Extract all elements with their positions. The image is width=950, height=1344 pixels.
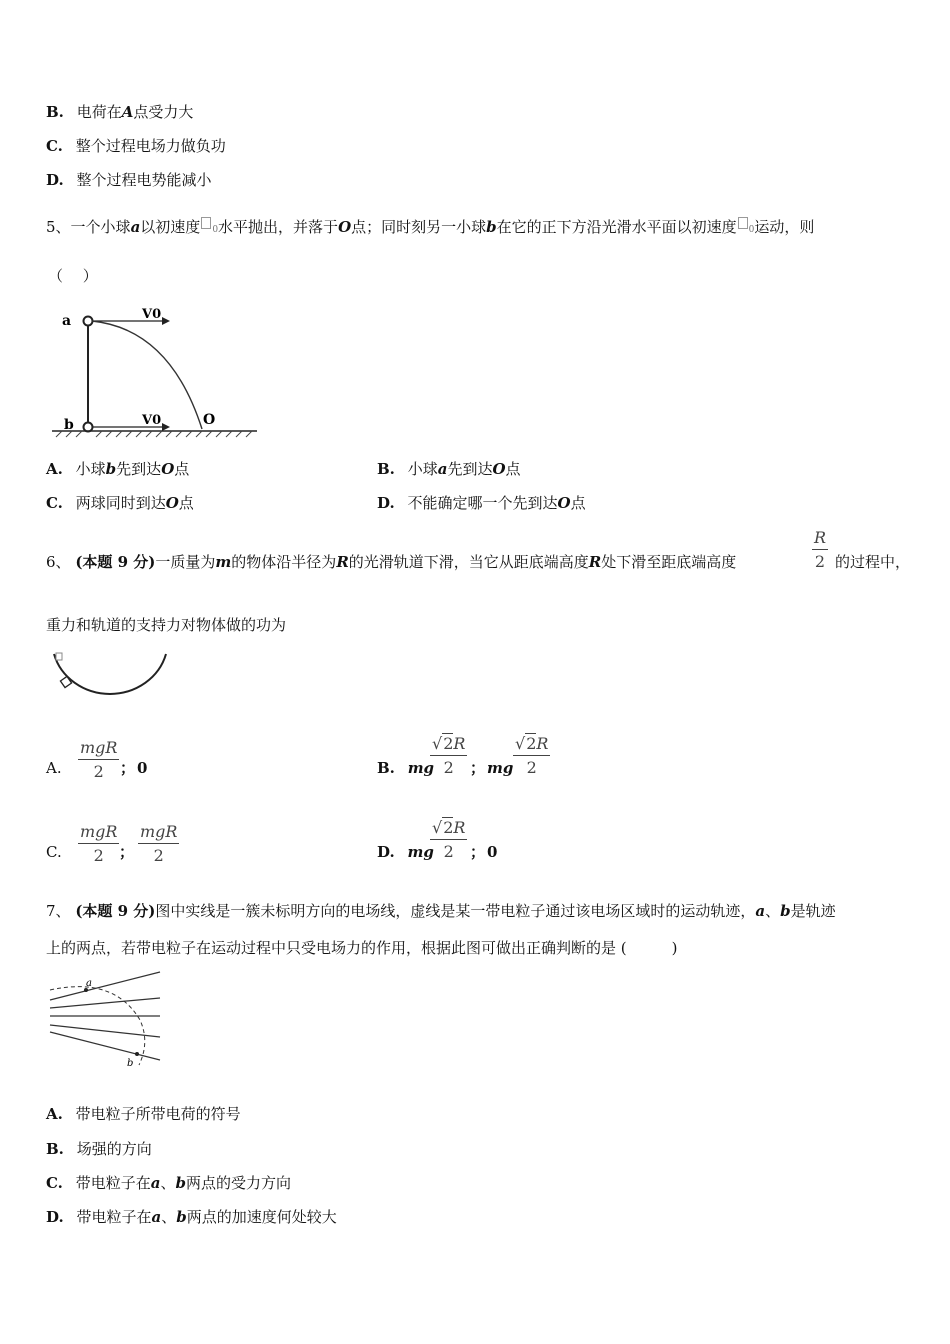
q7-option-d xyxy=(46,1207,337,1227)
q6-option-c-letter: C. xyxy=(46,843,62,861)
q5-option-c xyxy=(46,493,194,513)
projectile-figure xyxy=(52,305,262,440)
fraction-numerator: R xyxy=(812,528,828,550)
q4-option-d xyxy=(46,170,212,190)
fraction-numerator-text: R xyxy=(536,734,549,753)
variable: mg xyxy=(487,759,514,777)
option-letter: B. xyxy=(46,1140,64,1158)
stem-text: 运动，则 xyxy=(754,218,815,236)
q6-option-b xyxy=(377,758,434,778)
stem-text: 在它的正下方沿光滑水平面以初速度 xyxy=(496,218,737,236)
variable: O xyxy=(492,460,506,478)
option-text: 整个过程电势能减小 xyxy=(76,171,212,189)
option-letter: B. xyxy=(377,460,395,478)
q6-option-b-sep xyxy=(470,758,513,778)
option-letter: C. xyxy=(46,1174,63,1192)
fraction-r-over-2 xyxy=(812,528,828,571)
q5-stem xyxy=(46,217,814,240)
q6-b-fraction-2: $\frac{√2R}{2}$ xyxy=(515,734,549,777)
option-text: 带电粒子在 xyxy=(76,1208,152,1226)
sqrt-icon: √ xyxy=(432,734,443,753)
separator: ； xyxy=(120,759,136,777)
q6-option-a-letter: A. xyxy=(46,759,62,777)
fraction-numerator: mgR xyxy=(138,822,179,844)
stem-text: 处下滑至距底端高度 xyxy=(601,553,737,571)
option-text: 带电粒子在 xyxy=(75,1174,151,1192)
value: 0 xyxy=(487,843,498,861)
fraction-denominator: 2 xyxy=(526,758,537,777)
q4-option-b xyxy=(46,102,193,122)
q7-stem-line2: 上的两点，若带电粒子在运动过程中只受电场力的作用，根据此图可做出正确判断的是 ( ) xyxy=(46,939,678,957)
option-text: 两点的加速度何处较大 xyxy=(186,1208,337,1226)
option-letter: A. xyxy=(46,460,63,478)
question-number: 6、 xyxy=(46,553,71,571)
q5-answer-paren: （ ） xyxy=(48,267,98,285)
fraction-denominator: 2 xyxy=(153,846,164,865)
separator: 、 xyxy=(765,902,781,920)
variable: a xyxy=(437,460,448,478)
separator: 、 xyxy=(160,1174,176,1192)
q6-option-d-second xyxy=(470,842,497,862)
stem-text: 的物体沿半径为 xyxy=(231,553,337,571)
option-text: 场强的方向 xyxy=(76,1140,152,1158)
label-b: b xyxy=(64,417,74,433)
option-letter: C. xyxy=(46,137,63,155)
variable: b xyxy=(176,1208,187,1226)
q5-option-a xyxy=(46,459,189,479)
variable: a xyxy=(755,902,766,920)
option-letter: D. xyxy=(46,171,64,189)
q7-option-a xyxy=(46,1104,241,1124)
semicircle-track-figure xyxy=(50,650,175,715)
option-text: 小球 xyxy=(75,460,106,478)
stem-text: 水平抛出，并落于 xyxy=(218,218,339,236)
variable: O xyxy=(338,218,352,236)
stem-text: 一质量为 xyxy=(155,553,216,571)
sqrt-icon: √ xyxy=(432,818,443,837)
variable: b xyxy=(105,460,117,478)
stem-text: 点；同时刻另一小球 xyxy=(351,218,487,236)
q5-option-b xyxy=(377,459,521,479)
option-text: 两球同时到达 xyxy=(75,494,166,512)
separator: 、 xyxy=(161,1208,177,1226)
label-o: O xyxy=(203,412,216,428)
variable: O xyxy=(161,460,175,478)
q6-c-fraction-2 xyxy=(138,822,179,865)
score-tag: (本题 9 分) xyxy=(75,553,156,571)
stem-text: 的光滑轨道下滑，当它从距底端高度 xyxy=(348,553,589,571)
sqrt-icon: √ xyxy=(515,734,526,753)
variable: R xyxy=(336,553,349,571)
option-text: 点 xyxy=(174,460,190,478)
separator: ； xyxy=(119,843,135,861)
q6-c-fraction-1 xyxy=(78,822,119,865)
option-letter: B. xyxy=(377,759,395,777)
fraction-denominator: 2 xyxy=(814,552,826,571)
option-text: 不能确定哪一个先到达 xyxy=(407,494,558,512)
stem-text: 是轨迹 xyxy=(790,902,836,920)
q7-stem xyxy=(46,901,836,921)
q7-option-c xyxy=(46,1173,291,1193)
stem-text: 以初速度 xyxy=(140,218,201,236)
variable: R xyxy=(588,553,602,571)
fraction-denominator: 2 xyxy=(93,846,104,865)
label-a: a xyxy=(62,313,72,329)
option-letter: A. xyxy=(46,1105,63,1123)
option-text: 点 xyxy=(178,494,194,512)
separator: ； xyxy=(470,759,486,777)
option-letter: D. xyxy=(377,494,395,512)
q6-stem xyxy=(46,552,736,572)
q6-option-a-second xyxy=(120,758,147,778)
fraction-numerator-text: R xyxy=(453,734,466,753)
subscript-zero-icon: 0 xyxy=(748,225,755,235)
option-text: 两点的受力方向 xyxy=(185,1174,291,1192)
option-text: 电荷在 xyxy=(76,103,122,121)
variable: O xyxy=(557,494,571,512)
q7-option-b xyxy=(46,1139,152,1159)
option-text: 点 xyxy=(505,460,521,478)
missing-glyph-icon xyxy=(201,217,211,229)
label-a: a xyxy=(86,978,92,989)
option-text: 点 xyxy=(570,494,586,512)
stem-text: 图中实线是一簇未标明方向的电场线，虚线是某一带电粒子通过该电场区域时的运动轨迹， xyxy=(155,902,756,920)
q6-stem-line2: 重力和轨道的支持力对物体做的功为 xyxy=(46,616,287,634)
label-b: b xyxy=(127,1058,134,1069)
value: 0 xyxy=(137,759,148,777)
option-text: 整个过程电场力做负功 xyxy=(75,137,226,155)
question-number: 7、 xyxy=(46,902,71,920)
option-text: 小球 xyxy=(407,460,438,478)
q4-option-c xyxy=(46,136,226,156)
variable: b xyxy=(780,902,791,920)
variable: mg xyxy=(407,759,435,777)
q6-a-fraction xyxy=(78,738,119,781)
stem-text: 一个小球 xyxy=(70,218,131,236)
q5-option-d xyxy=(377,493,586,513)
variable: a xyxy=(130,218,141,236)
option-letter: D. xyxy=(46,1208,64,1226)
option-text: 点受力大 xyxy=(133,103,194,121)
field-lines-figure xyxy=(48,970,163,1070)
variable: mg xyxy=(407,843,434,861)
q6-b-fraction-1: $\frac{√2R}{2}$ xyxy=(432,734,466,777)
option-letter: B. xyxy=(46,103,64,121)
option-text: 带电粒子所带电荷的符号 xyxy=(75,1105,241,1123)
q6-d-fraction: $\frac{√2R}{2}$ xyxy=(432,818,466,861)
variable: O xyxy=(165,494,179,512)
variable: A xyxy=(121,103,134,121)
label-v0-top: V0 xyxy=(142,307,162,322)
option-letter: C. xyxy=(46,494,63,512)
fraction-numerator: mgR xyxy=(78,822,119,844)
variable: m xyxy=(215,553,232,571)
variable: a xyxy=(150,1174,161,1192)
variable: a xyxy=(151,1208,162,1226)
missing-glyph-icon xyxy=(738,217,748,229)
variable: b xyxy=(175,1174,186,1192)
option-letter: D. xyxy=(377,843,395,861)
score-tag: (本题 9 分) xyxy=(75,902,156,920)
variable: b xyxy=(486,218,497,236)
question-number: 5、 xyxy=(46,218,71,236)
stem-text: 的过程中， xyxy=(835,553,911,571)
q6-option-d xyxy=(377,842,434,862)
fraction-denominator: 2 xyxy=(443,758,454,777)
label-v0-bottom: V0 xyxy=(142,413,162,428)
fraction-denominator: 2 xyxy=(443,842,454,861)
fraction-numerator-text: R xyxy=(453,818,466,837)
option-text: 先到达 xyxy=(447,460,493,478)
fraction-denominator: 2 xyxy=(93,762,104,781)
option-text: 先到达 xyxy=(116,460,162,478)
separator: ； xyxy=(470,843,486,861)
fraction-numerator: mgR xyxy=(78,738,119,760)
subscript-zero-icon: 0 xyxy=(212,225,219,235)
